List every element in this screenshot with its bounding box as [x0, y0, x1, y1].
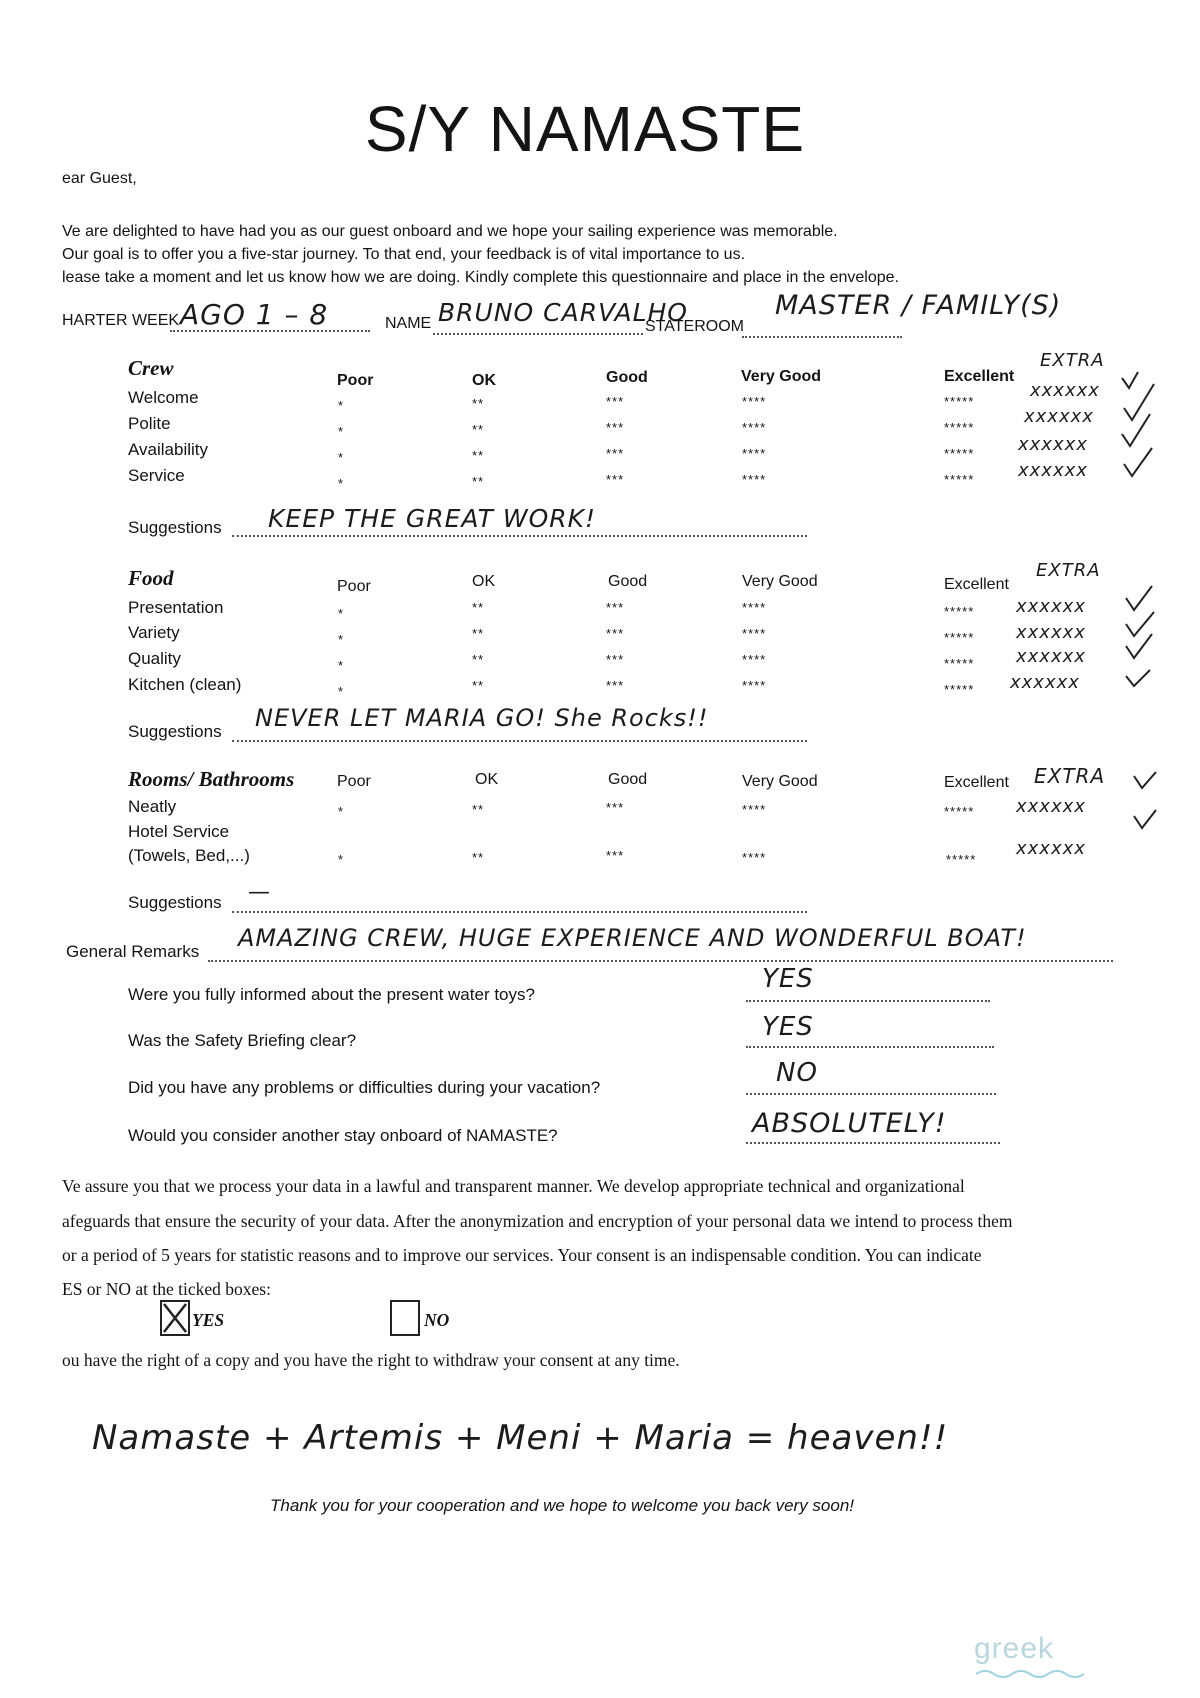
stateroom-value: MASTER / FAMILY(S): [775, 290, 1062, 321]
star-2: **: [472, 448, 485, 463]
intro-line-3: lease take a moment and let us know how we are doing. Kindly complete this questionnaire and place in the envelope.: [62, 269, 899, 286]
col-poor: Poor: [337, 578, 371, 595]
food-extra-mark-4: xxxxxx: [1010, 672, 1080, 693]
consent-line-1: Ve assure you that we process your data in a lawful and transparent manner. We develop appropriate technical and organizational: [62, 1176, 965, 1196]
star-1: *: [338, 424, 345, 439]
star-2: **: [472, 396, 485, 411]
star-3: ***: [606, 800, 625, 815]
star-5: *****: [944, 656, 975, 671]
rooms-suggestions-label: Suggestions: [128, 893, 222, 912]
star-2: **: [472, 600, 485, 615]
star-3: ***: [606, 678, 625, 693]
crew-item-availability: Availability: [128, 440, 209, 459]
col-poor: Poor: [337, 773, 371, 790]
rooms-suggestion-text: —: [248, 880, 271, 905]
star-2: **: [472, 850, 485, 865]
food-item-kitchen: Kitchen (clean): [128, 675, 242, 694]
col-very-good: Very Good: [742, 573, 818, 590]
star-4: ****: [742, 394, 767, 409]
crew-suggestion-text: KEEP THE GREAT WORK!: [268, 504, 597, 533]
star-5: *****: [944, 804, 975, 819]
star-3: ***: [606, 848, 625, 863]
col-excellent: Excellent: [944, 576, 1009, 593]
rooms-item-neatly: Neatly: [128, 797, 177, 816]
col-good: Good: [606, 369, 648, 386]
star-4: ****: [742, 472, 767, 487]
name-line: [433, 333, 643, 335]
col-ok: OK: [472, 573, 496, 590]
charter-week-label: HARTER WEEK: [62, 312, 180, 329]
star-2: **: [472, 474, 485, 489]
crew-extra-mark-4: xxxxxx: [1018, 460, 1088, 481]
food-extra-mark-1: xxxxxx: [1016, 596, 1086, 617]
star-3: ***: [606, 420, 625, 435]
star-3: ***: [606, 394, 625, 409]
col-very-good: Very Good: [742, 773, 818, 790]
question-4: Would you consider another stay onboard of NAMASTE?: [128, 1126, 558, 1145]
star-5: *****: [944, 446, 975, 461]
star-5: *****: [946, 852, 977, 867]
food-suggestion-text: NEVER LET MARIA GO! She Rocks!!: [255, 704, 709, 732]
food-item-variety: Variety: [128, 623, 180, 642]
star-1: *: [338, 852, 345, 867]
rooms-item-hotel-service: Hotel Service: [128, 822, 230, 841]
closing-text: Thank you for your cooperation and we hope to welcome you back very soon!: [270, 1496, 855, 1515]
charter-week-value: AGO 1 – 8: [180, 298, 329, 331]
star-5: *****: [944, 682, 975, 697]
consent-line-2: afeguards that ensure the security of your data. After the anonymization and encryption of your personal data we intend to process them: [62, 1211, 1013, 1231]
star-2: **: [472, 626, 485, 641]
star-2: **: [472, 422, 485, 437]
watermark: greek: [974, 1632, 1055, 1665]
star-1: *: [338, 476, 345, 491]
crew-extra-mark-3: xxxxxx: [1018, 434, 1088, 455]
rooms-extra-mark-1: xxxxxx: [1016, 796, 1086, 817]
crew-extra-mark-1: xxxxxx: [1030, 380, 1100, 401]
stateroom-label: STATEROOM: [645, 318, 744, 335]
crew-suggestions-label: Suggestions: [128, 518, 222, 537]
extra-label: EXTRA: [1040, 350, 1105, 371]
intro-line-1: Ve are delighted to have had you as our guest onboard and we hope your sailing experience was memorable.: [62, 223, 838, 240]
star-3: ***: [606, 446, 625, 461]
food-extra-mark-3: xxxxxx: [1016, 646, 1086, 667]
general-remarks-line: [208, 960, 1113, 962]
consent-yes-label: YES: [192, 1310, 225, 1330]
consent-line-4: ES or NO at the ticked boxes:: [62, 1279, 271, 1299]
food-extra-mark-2: xxxxxx: [1016, 622, 1086, 643]
answer-1: YES: [762, 964, 814, 994]
star-4: ****: [742, 802, 767, 817]
section-title-food: Food: [128, 566, 174, 590]
intro-line-2: Our goal is to offer you a five-star journey. To that end, your feedback is of vital importance to us.: [62, 246, 746, 263]
watermark-wave-icon: [976, 1668, 1086, 1680]
answer-3: NO: [776, 1058, 818, 1088]
name-label: NAME: [385, 315, 432, 332]
general-remarks-label: General Remarks: [66, 942, 200, 961]
col-ok: OK: [472, 372, 496, 389]
name-value: BRUNO CARVALHO: [438, 298, 688, 327]
section-title-rooms: Rooms/ Bathrooms: [128, 767, 295, 791]
question-1: Were you fully informed about the present water toys?: [128, 985, 535, 1004]
answer-2: YES: [762, 1012, 814, 1042]
question-3: Did you have any problems or difficulties during your vacation?: [128, 1078, 601, 1097]
crew-check-marks: [1120, 370, 1165, 480]
consent-no-label: NO: [424, 1310, 450, 1330]
answer-line-1: [746, 1000, 990, 1002]
greeting: ear Guest,: [62, 170, 137, 187]
document-title: S/Y NAMASTE: [364, 93, 806, 165]
star-5: *****: [944, 472, 975, 487]
star-1: *: [338, 804, 345, 819]
crew-item-service: Service: [128, 466, 185, 485]
col-poor: Poor: [337, 372, 374, 389]
star-1: *: [338, 632, 345, 647]
star-5: *****: [944, 604, 975, 619]
answer-4: ABSOLUTELY!: [752, 1108, 947, 1139]
crew-item-welcome: Welcome: [128, 388, 199, 407]
col-good: Good: [608, 573, 648, 590]
general-remarks-text: AMAZING CREW, HUGE EXPERIENCE AND WONDERFUL BOAT!: [238, 924, 1027, 952]
consent-no-checkbox[interactable]: [390, 1300, 420, 1336]
star-4: ****: [742, 626, 767, 641]
col-excellent: Excellent: [944, 774, 1009, 791]
rooms-check-marks: [1132, 770, 1166, 832]
rooms-item-towels-bed: (Towels, Bed,...): [128, 846, 250, 865]
col-very-good: Very Good: [741, 368, 822, 385]
question-2: Was the Safety Briefing clear?: [128, 1031, 357, 1050]
stateroom-line: [742, 336, 902, 338]
star-2: **: [472, 802, 485, 817]
consent-rights-line: ou have the right of a copy and you have the right to withdraw your consent at any time.: [62, 1350, 680, 1370]
star-5: *****: [944, 394, 975, 409]
star-4: ****: [742, 600, 767, 615]
col-excellent: Excellent: [944, 368, 1015, 385]
star-4: ****: [742, 420, 767, 435]
star-5: *****: [944, 630, 975, 645]
food-item-quality: Quality: [128, 649, 181, 668]
consent-yes-checkbox[interactable]: [160, 1300, 190, 1336]
star-3: ***: [606, 626, 625, 641]
crew-extra-mark-2: xxxxxx: [1024, 406, 1094, 427]
star-3: ***: [606, 652, 625, 667]
food-suggestions-label: Suggestions: [128, 722, 222, 741]
crew-suggestions-line: [232, 535, 807, 537]
consent-line-3: or a period of 5 years for statistic reasons and to improve our services. Your consent is an indispensable condition. You can indicate: [62, 1245, 982, 1265]
col-good: Good: [608, 771, 648, 788]
rooms-extra-mark-2: xxxxxx: [1016, 838, 1086, 859]
star-2: **: [472, 678, 485, 693]
star-4: ****: [742, 678, 767, 693]
food-item-presentation: Presentation: [128, 598, 224, 617]
rooms-suggestions-line: [232, 911, 807, 913]
star-5: *****: [944, 420, 975, 435]
answer-line-4: [746, 1142, 1000, 1144]
handwritten-note: Namaste + Artemis + Meni + Maria = heaven!!: [92, 1418, 949, 1458]
star-4: ****: [742, 652, 767, 667]
section-title-crew: Crew: [128, 356, 174, 380]
food-suggestions-line: [232, 740, 807, 742]
star-3: ***: [606, 600, 625, 615]
extra-label: EXTRA: [1036, 560, 1101, 581]
answer-line-2: [746, 1046, 994, 1048]
col-ok: OK: [475, 771, 499, 788]
star-1: *: [338, 450, 345, 465]
star-1: *: [338, 398, 345, 413]
star-4: ****: [742, 446, 767, 461]
crew-item-polite: Polite: [128, 414, 171, 433]
answer-line-3: [746, 1093, 996, 1095]
star-1: *: [338, 658, 345, 673]
star-2: **: [472, 652, 485, 667]
star-1: *: [338, 606, 345, 621]
star-1: *: [338, 684, 345, 699]
food-check-marks: [1124, 582, 1168, 692]
star-3: ***: [606, 472, 625, 487]
star-4: ****: [742, 850, 767, 865]
extra-label: EXTRA: [1034, 764, 1106, 788]
checkbox-cross-icon: [162, 1302, 188, 1334]
